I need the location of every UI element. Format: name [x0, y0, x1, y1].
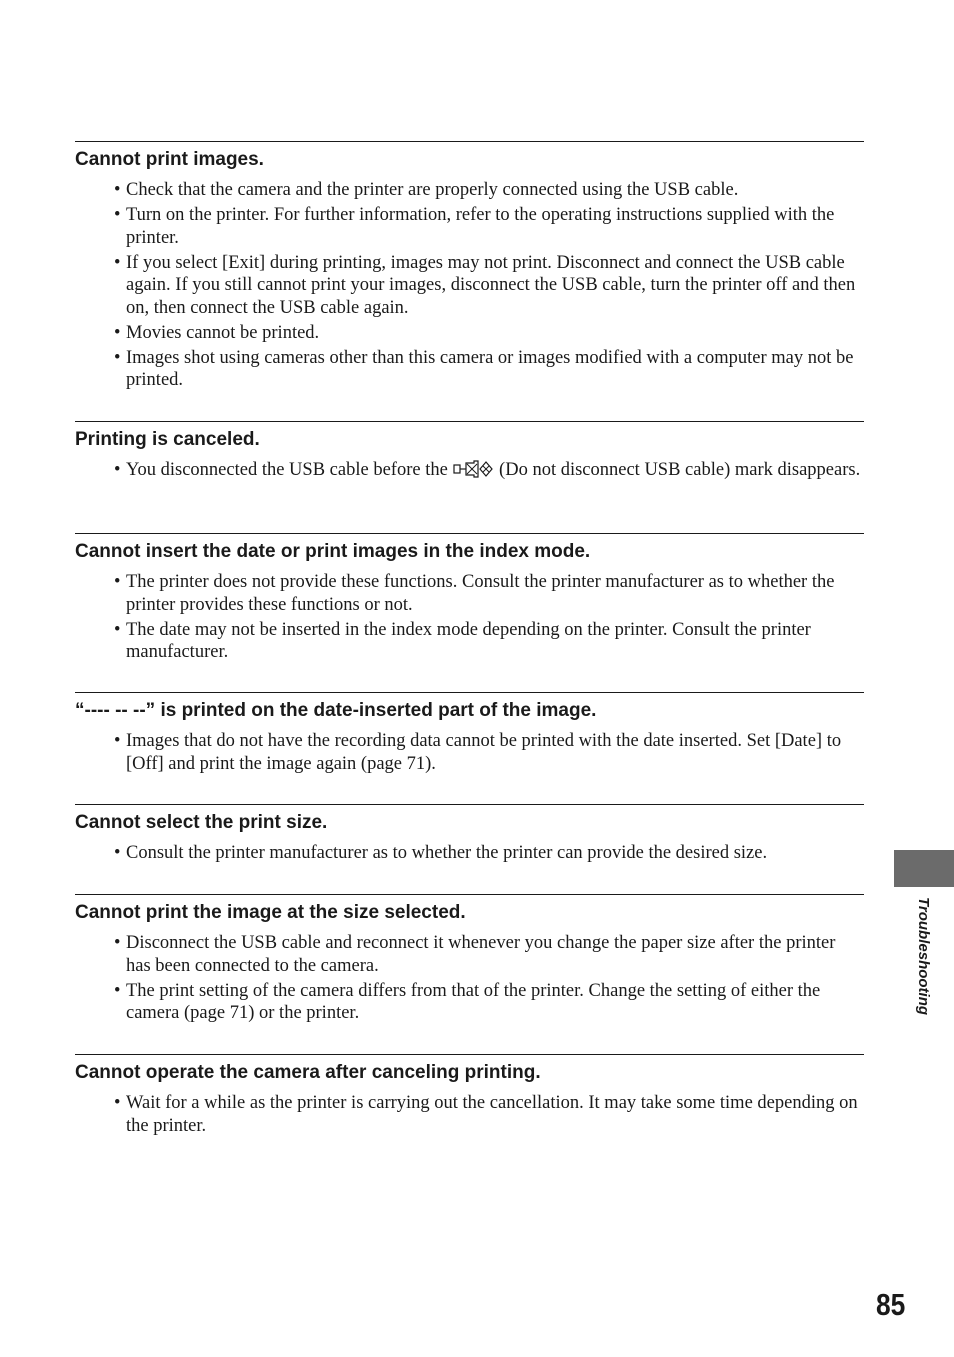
list-item: • Turn on the printer. For further information, refer to the operating instructions supplied with the printer.: [114, 205, 835, 248]
section-title: “---- -- --” is printed on the date-inserted part of the image.: [75, 700, 597, 721]
list-item: • Check that the camera and the printer are properly connected using the USB cable.: [114, 180, 739, 200]
section-cannot-select-print-size: [75, 804, 864, 894]
section-cannot-print-images: [75, 141, 864, 421]
section-dashes-printed: [75, 692, 864, 804]
list-item: • Consult the printer manufacturer as to whether the printer can provide the desired size.: [114, 843, 768, 863]
list-item: • Images that do not have the recording data cannot be printed with the date inserted. Set [Date] to [Off] and print the image again (page 71).: [114, 731, 842, 774]
list-item: • Disconnect the USB cable and reconnect it whenever you change the paper size after the printer has been connected to the camera.: [114, 933, 836, 976]
section-title: Cannot print images.: [75, 149, 264, 170]
section-printing-canceled: [75, 421, 864, 533]
list-item: • Wait for a while as the printer is carrying out the cancellation. It may take some time depending on the printer.: [114, 1093, 858, 1136]
list-item: • The date may not be inserted in the index mode depending on the printer. Consult the printer manufacturer.: [114, 619, 811, 662]
list-item: • If you select [Exit] during printing, images may not print. Disconnect and connect the USB cable again. If you still cannot print your images, disconnect the USB cable, turn the printer off and then on, then connect the USB cable again.: [114, 252, 856, 318]
list-item: • You disconnected the USB cable before the (Do not disconnect USB cable) mark disappears.: [114, 460, 861, 480]
section-cannot-print-at-size: [75, 894, 864, 1054]
bullet-list: [75, 571, 864, 664]
bullet-list: [75, 932, 864, 1025]
section-title: Cannot operate the camera after canceling printing.: [75, 1062, 541, 1083]
list-item: • Images shot using cameras other than this camera or images modified with a computer may not be printed.: [114, 347, 854, 390]
bullet-list: [75, 459, 864, 482]
section-cannot-insert-date: [75, 533, 864, 692]
section-title: Cannot insert the date or print images in the index mode.: [75, 541, 591, 562]
bullet-list: [75, 179, 864, 392]
bullet-list: [75, 1092, 864, 1137]
bullet-list: [75, 842, 864, 865]
bullet-list: [75, 730, 864, 775]
list-item: • The print setting of the camera differs from that of the printer. Change the setting of either the camera (page 71) or the printer.: [114, 980, 821, 1023]
section-title: Cannot select the print size.: [75, 812, 328, 833]
list-item: • Movies cannot be printed.: [114, 322, 320, 343]
section-cannot-operate-after-cancel: [75, 1054, 864, 1152]
list-item: • The printer does not provide these functions. Consult the printer manufacturer as to whether the printer provides these functions or not.: [114, 572, 835, 615]
chapter-side-label: [912, 897, 932, 1032]
chapter-label-text: Troubleshooting: [915, 897, 932, 1016]
page-number: 85: [876, 1287, 906, 1322]
section-title: Printing is canceled.: [75, 429, 260, 450]
chapter-tab-marker: [894, 850, 954, 887]
do-not-disconnect-usb-icon: [452, 459, 494, 479]
troubleshooting-content: [75, 141, 864, 1152]
section-title: Cannot print the image at the size selected.: [75, 902, 466, 923]
